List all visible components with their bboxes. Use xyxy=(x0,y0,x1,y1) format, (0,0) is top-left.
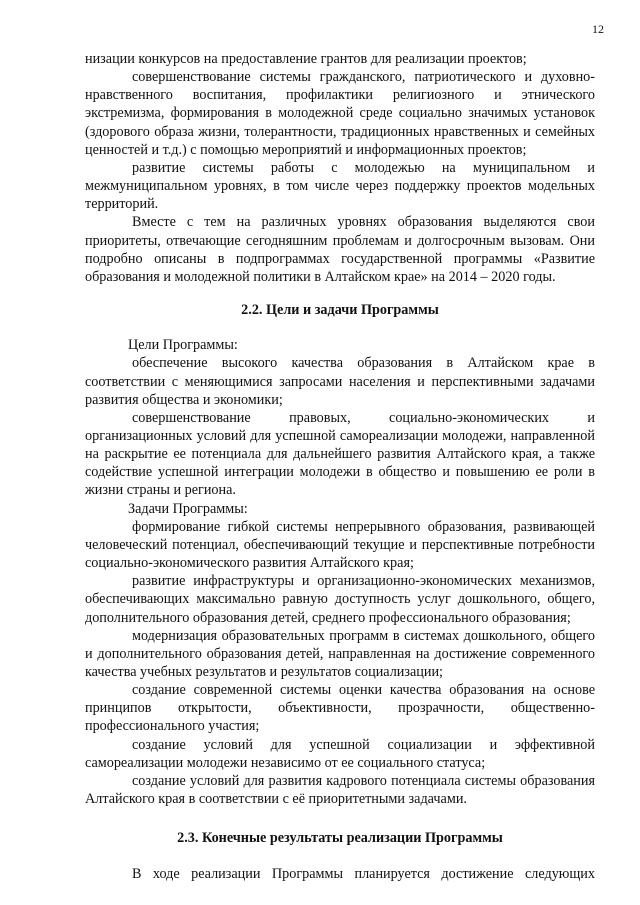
tasks-label: Задачи Программы: xyxy=(128,500,248,517)
goals-label: Цели Программы: xyxy=(128,337,238,354)
paragraph-youth-work: развитие системы работы с молодежью на муниципальном и межмуниципальном уровнях, в том числе через поддержку проектов модельных территорий. xyxy=(85,159,595,213)
section-heading-final-results: 2.3. Конечные результаты реализации Программы xyxy=(177,830,503,847)
paragraph-continuation: низации конкурсов на предоставление грантов для реализации проектов; xyxy=(85,51,527,67)
paragraph-patriotic-education: совершенствование системы гражданского, патриотического и духовно-нравственного воспитания, профилактики религиозного и этнического экстремизма, формирования в молодежной среде социально значимых установок (здорового образа жизни, толерантности, традиционных нравственных и семейных ценностей и т.д.) с помощью мероприятий и информационных проектов; xyxy=(85,69,595,158)
task-item: создание условий для успешной социализации и эффективной самореализации молодежи независимо от ее социального статуса; xyxy=(85,736,595,771)
section-heading-goals-tasks: 2.2. Цели и задачи Программы xyxy=(241,302,439,319)
paragraph-priorities: Вместе с тем на различных уровнях образования выделяются свои приоритеты, отвечающие сегодняшним проблемам и долгосрочным вызовам. Они подробно описаны в подпрограммах государственной программы «Развитие образования и молодежной политики в Алтайском крае» на 2014 – 2020 годы. xyxy=(85,214,595,285)
paragraph-results-intro: В ходе реализации Программы планируется достижение следующих xyxy=(132,866,595,883)
document-body xyxy=(85,50,595,884)
goal-item: совершенствование правовых, социально-экономических и организационных условий для успешной самореализации молодежи, направленной на раскрытие ее потенциала для дальнейшего развития Алтайского края, а также содействие успешной интеграции молодежи в общество и повышению ее роли в жизни страны и региона. xyxy=(85,409,595,499)
task-item: создание условий для развития кадрового потенциала системы образования Алтайского края в соответствии с её приоритетными задачами. xyxy=(85,772,595,808)
task-item: развитие инфраструктуры и организационно-экономических механизмов, обеспечивающих максимально равную доступность услуг дошкольного, общего, дополнительного образования детей, среднего профессионального образования; xyxy=(85,573,595,626)
task-item: модернизация образовательных программ в системах дошкольного, общего и дополнительного образования детей, направленная на достижение современного качества учебных результатов и результатов социализации; xyxy=(85,627,595,680)
page-number: 12 xyxy=(592,22,604,36)
goal-item: обеспечение высокого качества образования в Алтайском крае в соответствии с меняющимися запросами населения и перспективными задачами развития общества и экономики; xyxy=(85,355,595,408)
task-item: создание современной системы оценки качества образования на основе принципов открытости, объективности, прозрачности, общественно-профессионального участия; xyxy=(85,682,595,735)
task-item: формирование гибкой системы непрерывного образования, развивающей человеческий потенциал, обеспечивающий текущие и перспективные потребности социально-экономического развития Алтайского края; xyxy=(85,518,595,572)
